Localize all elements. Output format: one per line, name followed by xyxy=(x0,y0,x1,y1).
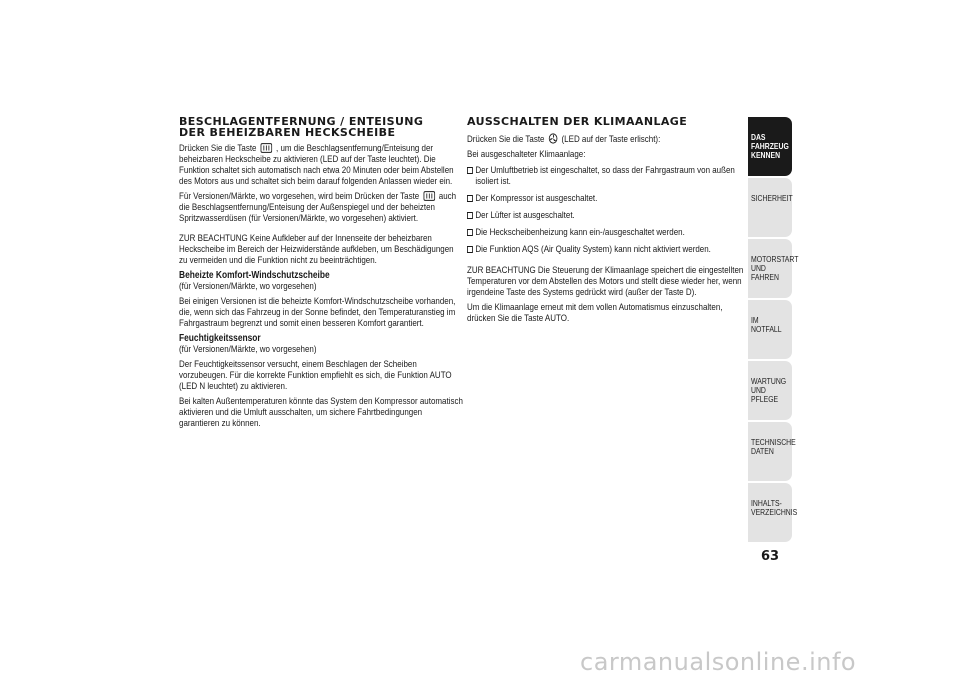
section-heading-defrost: BESCHLAGENTFERNUNG / ENTEISUNG DER BEHEIZBAREN HECKSCHEIBE xyxy=(179,115,424,139)
humidity-version-note: (für Versionen/Märkte, wo vorgesehen) xyxy=(179,344,317,355)
page-number: 63 xyxy=(760,549,780,564)
ac-off-paragraph-1: Drücken Sie die Taste (LED auf der Taste erlischt): xyxy=(467,134,661,145)
ac-off-paragraph-3: Um die Klimaanlage erneut mit dem vollen Automatismus einzuschalten, drücken Sie die Taste AUTO. xyxy=(467,302,723,324)
list-item: Die Funktion AQS (Air Quality System) kann nicht aktiviert werden. xyxy=(467,244,747,255)
tab-das-fahrzeug-kennen[interactable]: DAS FAHRZEUG KENNEN xyxy=(748,117,792,176)
defrost-paragraph-1: Drücken Sie die Taste , um die Beschlagsentfernung/Enteisung der beheizbaren Heckscheibe zu aktivieren (LED auf der Taste leuchtet). Die Funktion schaltet sich automatisch nach etwa 20 Minuten oder beim Abstellen des Motors aus und schaltet sich beim darauf folgenden Anlassen wieder ein. xyxy=(179,143,454,187)
checkbox-bullet-icon xyxy=(467,195,473,202)
ac-off-list xyxy=(467,165,747,255)
rear-defrost-icon xyxy=(260,143,272,153)
list-item: Der Umluftbetrieb ist eingeschaltet, so dass der Fahrgastraum von außen isoliert ist. xyxy=(467,165,747,187)
tab-inhaltsverzeichnis[interactable]: INHALTS- VERZEICHNIS xyxy=(748,483,792,542)
tab-technische-daten[interactable]: TECHNISCHE DATEN xyxy=(748,422,792,481)
list-item: Der Kompressor ist ausgeschaltet. xyxy=(467,193,747,204)
checkbox-bullet-icon xyxy=(467,246,473,253)
left-column xyxy=(179,116,464,433)
checkbox-bullet-icon xyxy=(467,167,473,174)
section-heading-ac-off: AUSSCHALTEN DER KLIMAANLAGE xyxy=(467,115,688,128)
humidity-paragraph-1: Der Feuchtigkeitssensor versucht, einem Beschlagen der Scheiben vorzubeugen. Für die korrekte Funktion empfiehlt es sich, die Funktion AUTO (LED N leuchtet) zu aktivieren. xyxy=(179,359,452,392)
chapter-tabs xyxy=(748,117,799,544)
tab-sicherheit[interactable]: SICHERHEIT xyxy=(748,178,792,237)
ac-off-note: ZUR BEACHTUNG Die Steuerung der Klimaanlage speichert die eingestellten Temperaturen vor dem Abstellen des Motors und stellt diese wieder her, wenn irgendeine Taste des Systems gedrückt wird (außer der Taste D). xyxy=(467,265,744,298)
list-item: Die Heckscheibenheizung kann ein-/ausgeschaltet werden. xyxy=(467,227,747,238)
right-column xyxy=(467,116,747,328)
checkbox-bullet-icon xyxy=(467,229,473,236)
watermark: carmanualsonline.info xyxy=(580,648,857,676)
list-item: Der Lüfter ist ausgeschaltet. xyxy=(467,210,747,221)
defrost-note: ZUR BEACHTUNG Keine Aufkleber auf der Innenseite der beheizbaren Heckscheibe im Bereich der Heizwiderstände aufkleben, um Beschädigungen zu vermeiden und die Funktion nicht zu beeinträchtigen. xyxy=(179,233,454,266)
subheading-humidity-sensor: Feuchtigkeitssensor xyxy=(179,333,261,344)
windshield-paragraph: Bei einigen Versionen ist die beheizte Komfort-Windschutzscheibe vorhanden, die, wenn sich das Fahrzeug in der Sonne befindet, den Temperaturanstieg im Fahrgastraum begrenzt und somit einen besseren Komfort garantiert. xyxy=(179,296,456,329)
tab-wartung-und-pflege[interactable]: WARTUNG UND PFLEGE xyxy=(748,361,792,420)
ac-off-paragraph-2: Bei ausgeschalteter Klimaanlage: xyxy=(467,149,586,160)
tab-im-notfall[interactable]: IM NOTFALL xyxy=(748,300,792,359)
rear-defrost-icon xyxy=(423,191,435,201)
tab-motorstart-und-fahren[interactable]: MOTORSTART UND FAHREN xyxy=(748,239,792,298)
subheading-windshield: Beheizte Komfort-Windschutzscheibe xyxy=(179,270,330,281)
defrost-paragraph-2: Für Versionen/Märkte, wo vorgesehen, wird beim Drücken der Taste auch die Beschlagsentfernung/Enteisung der Außenspiegel und der beheizten Spritzwasserdüsen (für Versionen/Märkte, wo vorgesehen) aktiviert. xyxy=(179,191,457,224)
checkbox-bullet-icon xyxy=(467,212,473,219)
humidity-paragraph-2: Bei kalten Außentemperaturen könnte das System den Kompressor automatisch aktivieren und die Umluft ausschalten, um sichere Fahrtbedingungen garantieren zu können. xyxy=(179,396,463,429)
fan-off-icon xyxy=(548,133,557,144)
windshield-version-note: (für Versionen/Märkte, wo vorgesehen) xyxy=(179,281,317,292)
